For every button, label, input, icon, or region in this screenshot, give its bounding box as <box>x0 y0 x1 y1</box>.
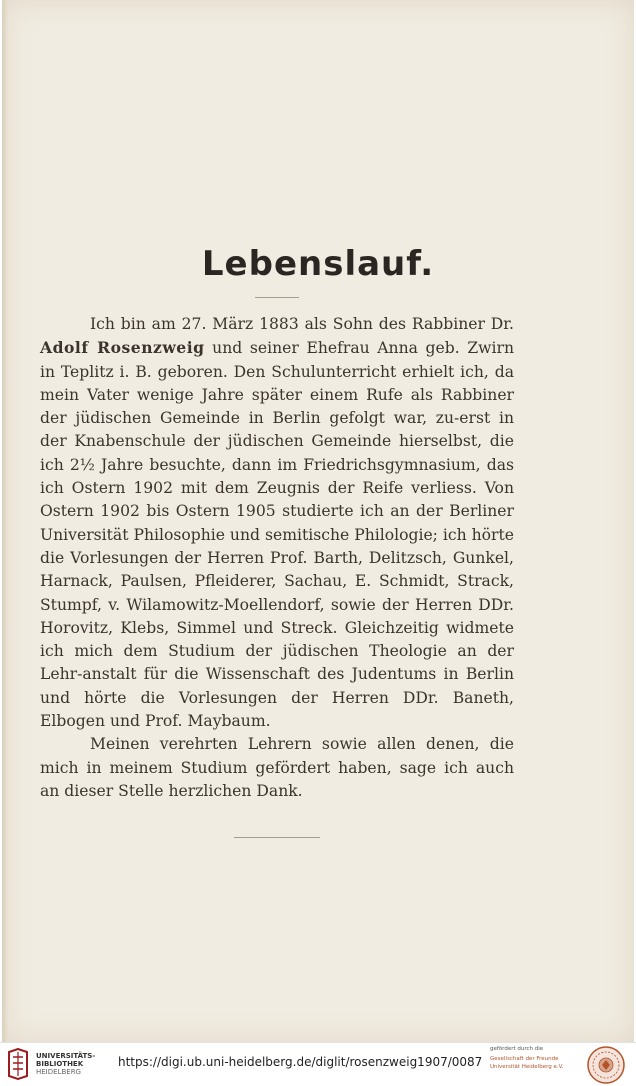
library-name-line1: UNIVERSITÄTS- <box>36 1052 96 1060</box>
footer-bar <box>0 1042 636 1086</box>
paragraph-2: Meinen verehrten Lehrern sowie allen denen, die mich in meinem Studium gefördert haben, sage ich auch an dieser Stelle herzlichen Dank. <box>40 735 514 800</box>
sponsor-line2: Universität Heidelberg e.V. <box>490 1064 564 1070</box>
title-divider <box>255 297 299 298</box>
library-logo-icon <box>6 1048 30 1080</box>
paragraph-1-lead: Ich bin am 27. März 1883 als Sohn des Rabbiner Dr. <box>90 315 514 333</box>
paragraph-1-rest: und seiner Ehefrau Anna geb. Zwirn in Teplitz i. B. geboren. Den Schulunterricht erhielt ich, da mein Vater wenige Jahre später einem Rufe als Rabbiner der jüdischen Gemeinde in Berlin gefolgt war, zu-erst in der Knabenschule der jüdischen Gemeinde hierselbst, die ich 2½ Jahre besuchte, dann im Friedrichsgymnasium, das ich Ostern 1902 mit dem Zeugnis der Reife verliess. Von Ostern 1902 bis Ostern 1905 studierte ich an der Berliner Universität Philosophie und semitische Philologie; ich hörte die Vorlesungen der Herren Prof. Barth, Delitzsch, Gunkel, Harnack, Paulsen, Pfleiderer, Sachau, E. Schmidt, Strack, Stumpf, v. Wilamowitz-Moellendorf, sowie der Herren DDr. Horovitz, Klebs, Simmel und Streck. Gleichzeitig widmete ich mich dem Studium der jüdischen Theologie an der Lehr-anstalt für die Wissenschaft des Judentums in Berlin und hörte die Vorlesungen der Herren DDr. Baneth, Elbogen und Prof. Maybaum. <box>40 339 515 731</box>
sponsor-label: gefördert durch die <box>490 1046 544 1052</box>
university-seal-icon <box>586 1045 626 1085</box>
end-divider <box>234 837 320 838</box>
page-title: Lebenslauf. <box>201 244 435 284</box>
paragraph-1 <box>40 313 514 733</box>
scanned-page <box>2 0 634 1042</box>
library-name-line2: BIBLIOTHEK <box>36 1060 84 1068</box>
sponsor-block <box>490 1045 580 1071</box>
library-name <box>36 1052 95 1076</box>
sponsor-line1: Gesellschaft der Freunde <box>490 1056 559 1062</box>
author-father-name: Adolf Rosenzweig <box>40 338 205 358</box>
permalink-link[interactable]: https://digi.ub.uni-heidelberg.de/diglit/rosenzweig1907/0087 <box>118 1055 483 1069</box>
body-text <box>40 313 514 803</box>
library-name-line3: HEIDELBERG <box>36 1068 81 1076</box>
